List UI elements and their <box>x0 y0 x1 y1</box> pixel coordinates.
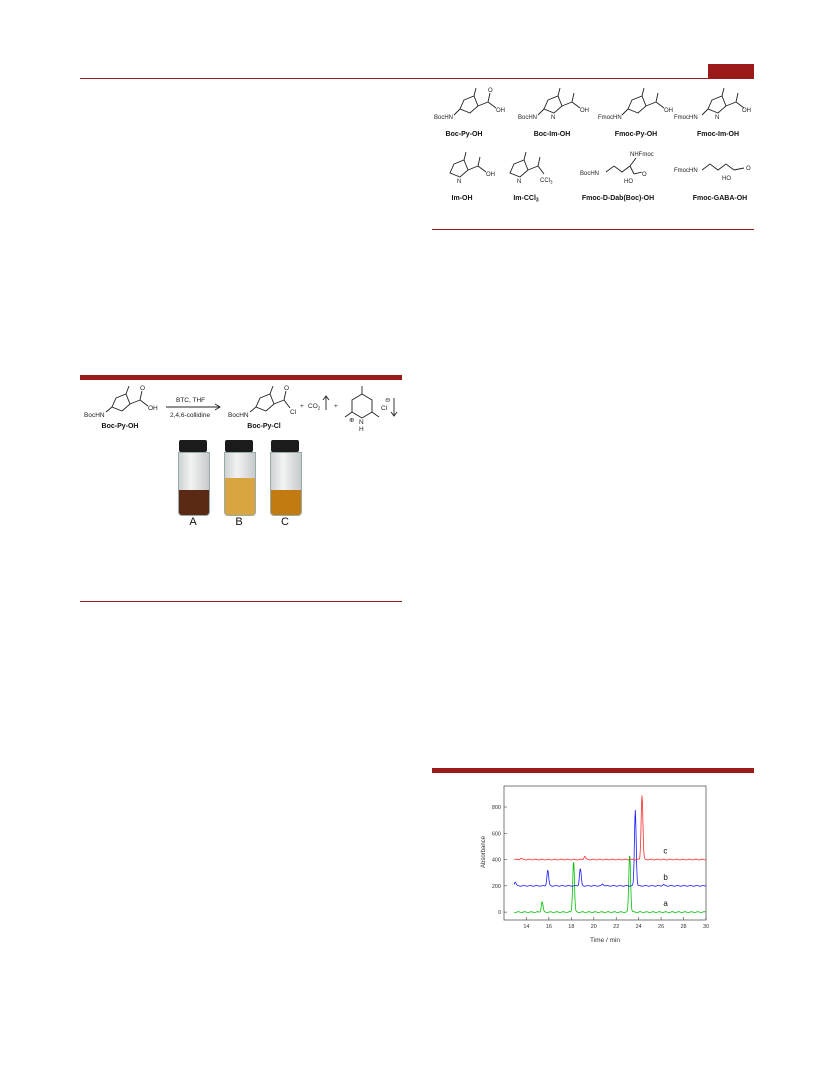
vial-liquid <box>271 490 301 515</box>
x-tick-label: 14 <box>523 924 530 930</box>
frag-bochn: BocHN <box>434 115 454 121</box>
vial-glass <box>224 452 256 516</box>
frag-oh: OH <box>742 108 751 114</box>
series-label-b: b <box>663 872 668 882</box>
frag-bochn: BocHN <box>84 412 105 419</box>
frag-fmochn: FmocHN <box>598 115 622 121</box>
x-tick-label: 18 <box>568 924 575 930</box>
x-tick-label: 28 <box>680 924 687 930</box>
chart-top-bar <box>432 768 754 773</box>
vial-label: C <box>281 516 289 528</box>
label-boc-im-oh: Boc-Im-OH <box>533 131 571 138</box>
y-tick-label: 400 <box>491 857 501 864</box>
x-tick-label: 24 <box>635 924 642 930</box>
plus-sign: + <box>300 403 304 410</box>
vial-glass <box>270 452 302 516</box>
frag-fmochn: FmocHN <box>674 168 698 174</box>
label-boc-py-oh: Boc-Py-OH <box>445 131 483 138</box>
label-fmoc-dab: Fmoc-D-Dab(Boc)-OH <box>581 195 655 202</box>
frag-oh: OH <box>486 172 495 178</box>
series-line-a <box>514 856 706 912</box>
label-im-oh: Im-OH <box>451 195 473 202</box>
label-fmoc-py-oh: Fmoc-Py-OH <box>614 131 658 138</box>
reagent-bottom: 2,4,6-collidine <box>170 412 211 419</box>
y-tick-label: 600 <box>491 831 501 838</box>
vial-glass <box>178 452 210 516</box>
frag-o: O <box>746 166 751 172</box>
plus-sign: + <box>334 403 338 410</box>
x-tick-label: 26 <box>658 924 665 930</box>
reagent-top: BTC, THF <box>176 397 206 404</box>
scheme-bottom-rule <box>80 601 402 602</box>
structures-figure <box>430 82 756 214</box>
label-im-ccl3: Im-CCl$_3$ <box>513 195 539 204</box>
scheme-top-bar <box>80 375 402 380</box>
x-axis-label: Time / min <box>589 937 621 944</box>
y-tick-label: 200 <box>491 883 501 890</box>
reaction-scheme <box>82 384 402 432</box>
frag-o: O <box>284 385 290 392</box>
vial-a <box>172 440 214 530</box>
x-tick-label: 30 <box>702 924 710 930</box>
frag-o: O <box>642 172 647 178</box>
reactant-name: Boc-Py-OH <box>101 423 139 430</box>
vial-c <box>264 440 306 530</box>
frag-ho: HO <box>624 179 633 185</box>
frag-fmochn: FmocHN <box>674 115 698 121</box>
y-tick-label: 800 <box>491 805 501 812</box>
frag-h: H <box>359 426 364 432</box>
positive-charge: ⊕ <box>349 417 355 424</box>
vial-photos <box>172 440 310 530</box>
series-label-c: c <box>663 846 668 856</box>
series-label-a: a <box>663 899 668 909</box>
frag-n: N <box>551 115 556 121</box>
x-tick-label: 22 <box>613 924 620 930</box>
chloride-label: Cl <box>381 405 388 412</box>
vial-b <box>218 440 260 530</box>
negative-charge: ⊖ <box>385 397 391 404</box>
vial-cap <box>179 440 207 452</box>
frag-ho: HO <box>722 176 731 182</box>
hplc-chart <box>478 782 714 950</box>
frag-oh: OH <box>580 108 589 114</box>
frag-oh: OH <box>664 108 673 114</box>
frag-bochn: BocHN <box>580 171 600 177</box>
frag-bochn: BocHN <box>228 412 249 419</box>
structures-bottom-rule <box>432 229 754 230</box>
vial-liquid <box>225 478 255 515</box>
frag-n: N <box>359 419 364 426</box>
x-tick-label: 16 <box>545 924 552 930</box>
frag-ccl3: CCl$_3$ <box>540 178 553 185</box>
frag-bochn: BocHN <box>518 115 538 121</box>
product-name: Boc-Py-Cl <box>247 423 281 430</box>
y-axis-label: Absorbance <box>481 835 487 869</box>
header-rule <box>80 78 754 79</box>
frag-n: N <box>457 179 462 185</box>
frag-cl: Cl <box>290 409 297 416</box>
plot-frame <box>504 786 706 920</box>
label-fmoc-im-oh: Fmoc-Im-OH <box>697 131 739 138</box>
frag-n: N <box>715 115 720 121</box>
frag-oh: OH <box>496 108 505 114</box>
vial-liquid <box>179 490 209 515</box>
x-tick-label: 20 <box>590 924 597 930</box>
frag-n: N <box>517 179 522 185</box>
frag-o: O <box>140 385 146 392</box>
vial-cap <box>271 440 299 452</box>
label-fmoc-gaba: Fmoc-GABA-OH <box>692 195 748 202</box>
vial-label: A <box>189 516 197 528</box>
co2-label: $CO_2$ <box>308 403 321 411</box>
frag-oh: OH <box>148 405 158 412</box>
series-line-c <box>514 796 706 861</box>
y-tick-label: 0 <box>497 910 501 917</box>
frag-nhfmoc: NHFmoc <box>630 152 654 158</box>
page-number-tab <box>708 64 754 78</box>
frag-o: O <box>488 88 493 94</box>
vial-cap <box>225 440 253 452</box>
vial-label: B <box>235 516 243 528</box>
series-line-b <box>514 810 706 886</box>
